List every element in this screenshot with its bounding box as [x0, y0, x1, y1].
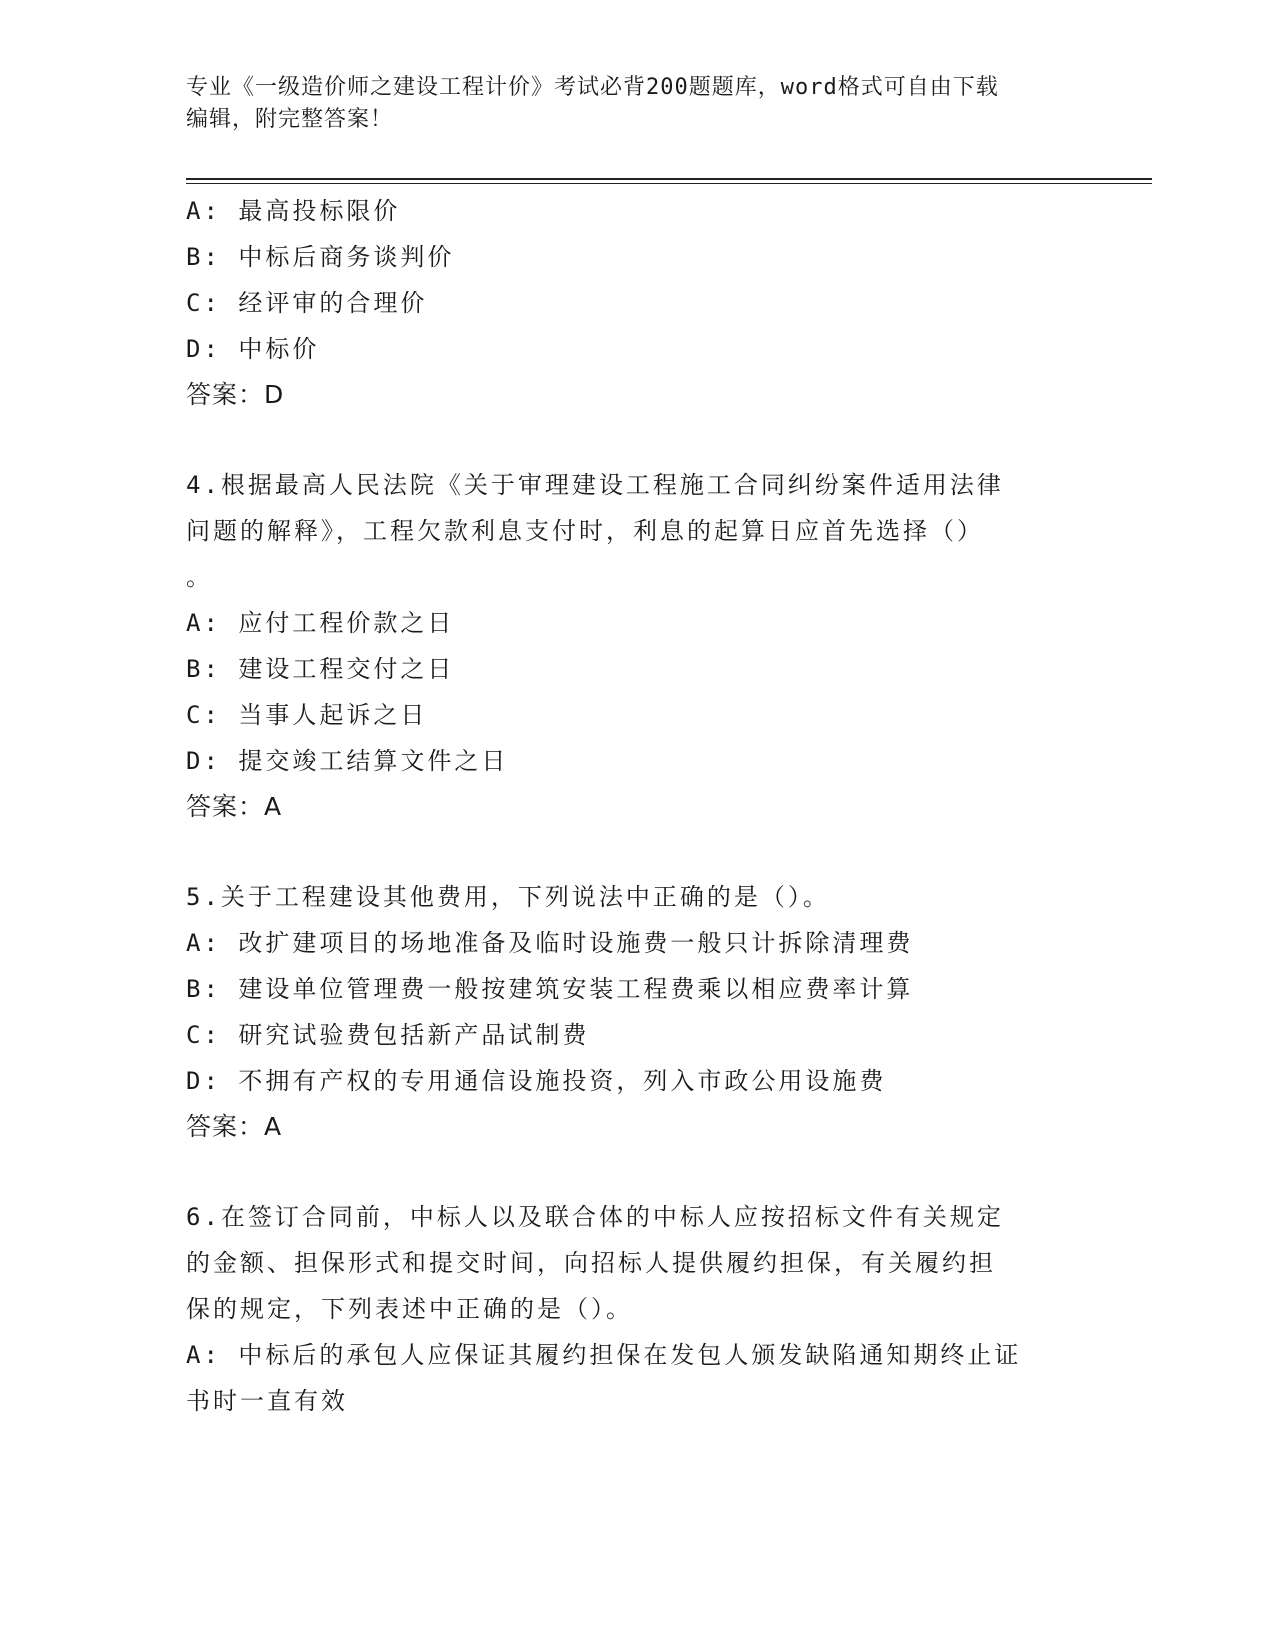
stem-line: 5.关于工程建设其他费用，下列说法中正确的是（）。 [186, 883, 830, 911]
question-5 [186, 874, 1086, 1150]
question-4 [186, 462, 1086, 830]
option-b: B: 中标后商务谈判价 [186, 243, 455, 271]
question-stem [186, 462, 1086, 600]
stem-line: 。 [186, 563, 213, 591]
stem-line: 问题的解释》，工程欠款利息支付时，利息的起算日应首先选择（） [186, 517, 984, 545]
header-divider-thick [186, 178, 1152, 180]
question-stem [186, 874, 1086, 920]
header-line-2: 编辑，附完整答案！ [186, 107, 394, 132]
stem-line: 的金额、担保形式和提交时间，向招标人提供履约担保，有关履约担 [186, 1249, 996, 1277]
question-spacer [186, 418, 1086, 462]
header-divider-thin [186, 183, 1152, 184]
option-c: C: 当事人起诉之日 [186, 701, 428, 729]
question-spacer [186, 830, 1086, 874]
option-b: B: 建设工程交付之日 [186, 655, 455, 683]
header-line-1: 专业《一级造价师之建设工程计价》考试必背200题题库，word格式可自由下载 [186, 75, 999, 100]
option-d: D: 中标价 [186, 335, 320, 363]
stem-line: 4.根据最高人民法院《关于审理建设工程施工合同纠纷案件适用法律 [186, 471, 1004, 499]
answer-line: 答案：A [186, 1112, 283, 1141]
option-a: A: 中标后的承包人应保证其履约担保在发包人颁发缺陷通知期终止证 [186, 1341, 1022, 1369]
option-a-continuation: 书时一直有效 [186, 1387, 348, 1415]
answer-line: 答案：A [186, 792, 283, 821]
question-list [186, 188, 1086, 1424]
document-header [186, 72, 1066, 136]
question-stem [186, 1194, 1086, 1332]
option-a: A: 应付工程价款之日 [186, 609, 455, 637]
question-spacer [186, 1150, 1086, 1194]
stem-line: 6.在签订合同前，中标人以及联合体的中标人应按招标文件有关规定 [186, 1203, 1004, 1231]
option-c: C: 经评审的合理价 [186, 289, 428, 317]
option-d: D: 提交竣工结算文件之日 [186, 747, 509, 775]
question-3 [186, 188, 1086, 418]
option-b: B: 建设单位管理费一般按建筑安装工程费乘以相应费率计算 [186, 975, 914, 1003]
option-a: A: 最高投标限价 [186, 197, 401, 225]
option-d: D: 不拥有产权的专用通信设施投资，列入市政公用设施费 [186, 1067, 887, 1095]
stem-line: 保的规定，下列表述中正确的是（）。 [186, 1295, 633, 1323]
question-6 [186, 1194, 1086, 1424]
answer-line: 答案：D [186, 380, 285, 409]
option-c: C: 研究试验费包括新产品试制费 [186, 1021, 590, 1049]
option-a: A: 改扩建项目的场地准备及临时设施费一般只计拆除清理费 [186, 929, 914, 957]
